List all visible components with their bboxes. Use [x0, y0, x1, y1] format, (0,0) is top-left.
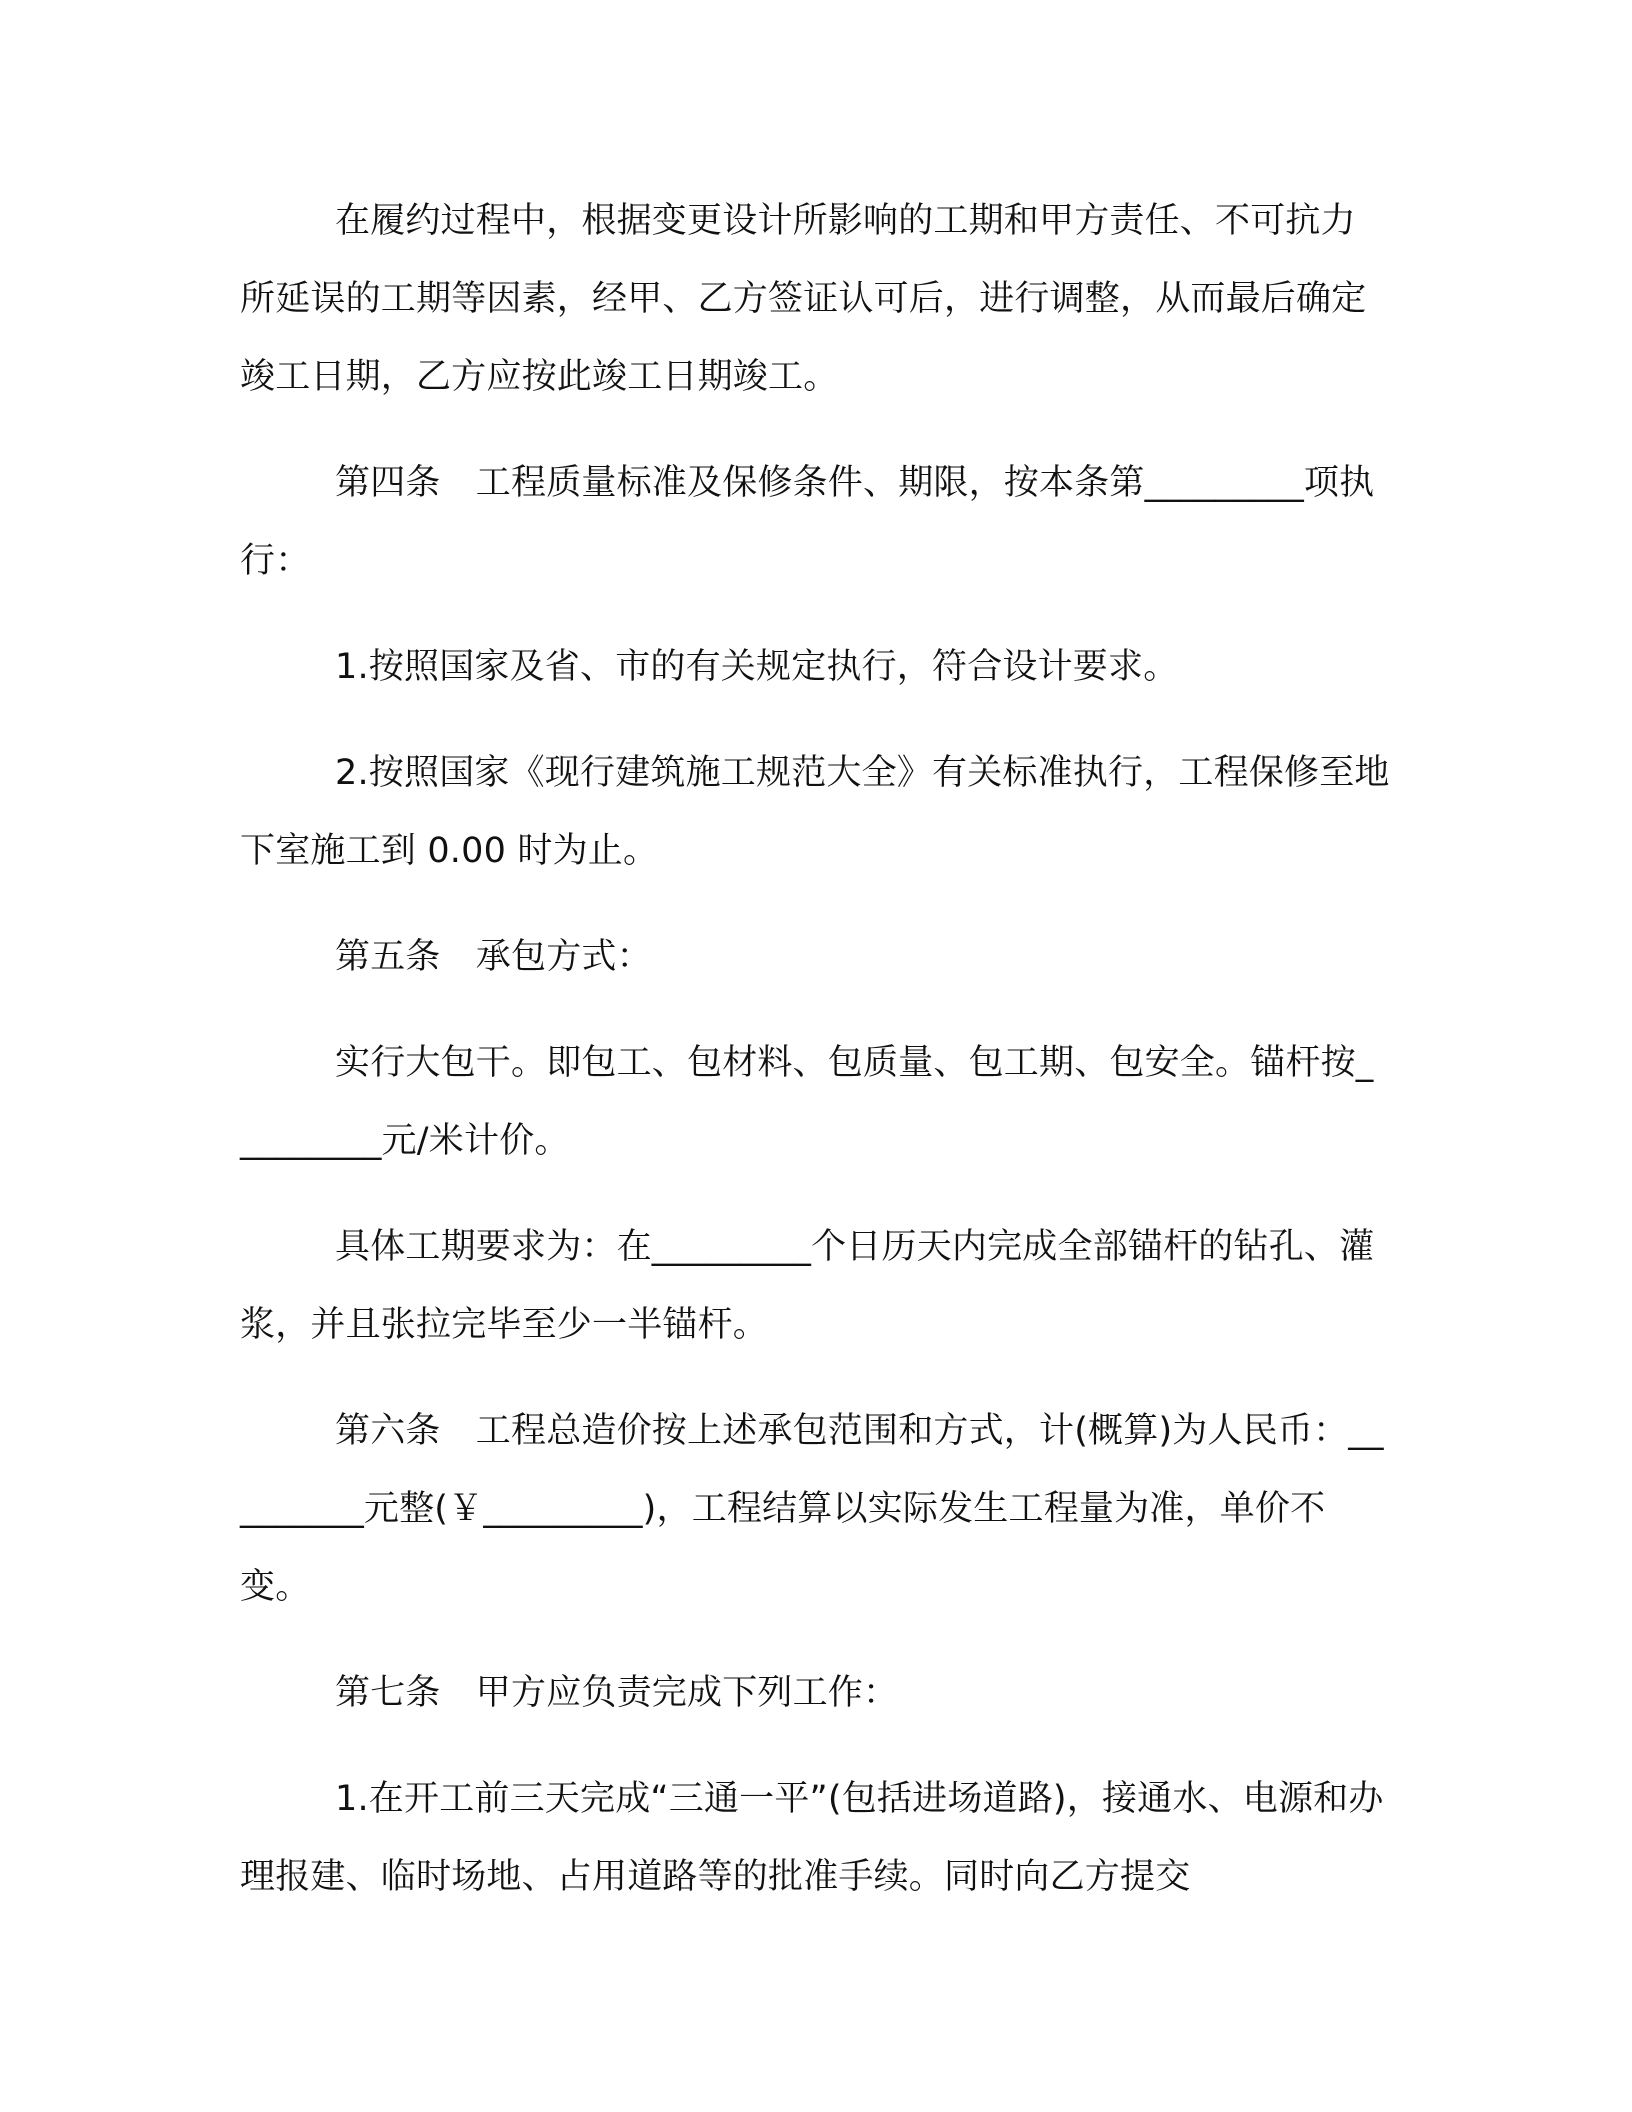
paragraph-article-7-item-1: 1.在开工前三天完成“三通一平”(包括进场道路)，接通水、电源和办理报建、临时场地、占用道路等的批准手续。同时向乙方提交 [240, 1779, 1384, 1897]
paragraph-article-4-item-1: 1.按照国家及省、市的有关规定执行，符合设计要求。 [335, 647, 1179, 687]
paragraph-article-5: 第五条 承包方式： [335, 937, 652, 977]
paragraph-article-4-item-2: 2.按照国家《现行建筑施工规范大全》有关标准执行，工程保修至地下室施工到 0.00 时为止。 [240, 753, 1390, 871]
contract-body [240, 182, 1390, 1916]
paragraph-article-4: 第四条 工程质量标准及保修条件、期限，按本条第_________项执行： [240, 463, 1375, 581]
paragraph-article-7: 第七条 甲方应负责完成下列工作： [335, 1673, 899, 1713]
paragraph-schedule-requirement: 具体工期要求为：在_________个日历天内完成全部锚杆的钻孔、灌浆，并且张拉完毕至少一半锚杆。 [240, 1227, 1375, 1345]
paragraph-schedule-adjustment: 在履约过程中，根据变更设计所影响的工期和甲方责任、不可抗力所延误的工期等因素，经甲、乙方签证认可后，进行调整，从而最后确定竣工日期，乙方应按此竣工日期竣工。 [240, 201, 1367, 397]
paragraph-article-6: 第六条 工程总造价按上述承包范围和方式，计(概算)为人民币：_________元整(￥_________)，工程结算以实际发生工程量为准，单价不变。 [240, 1411, 1384, 1607]
paragraph-contract-method: 实行大包干。即包工、包材料、包质量、包工期、包安全。锚杆按_________元/米计价。 [240, 1043, 1374, 1161]
